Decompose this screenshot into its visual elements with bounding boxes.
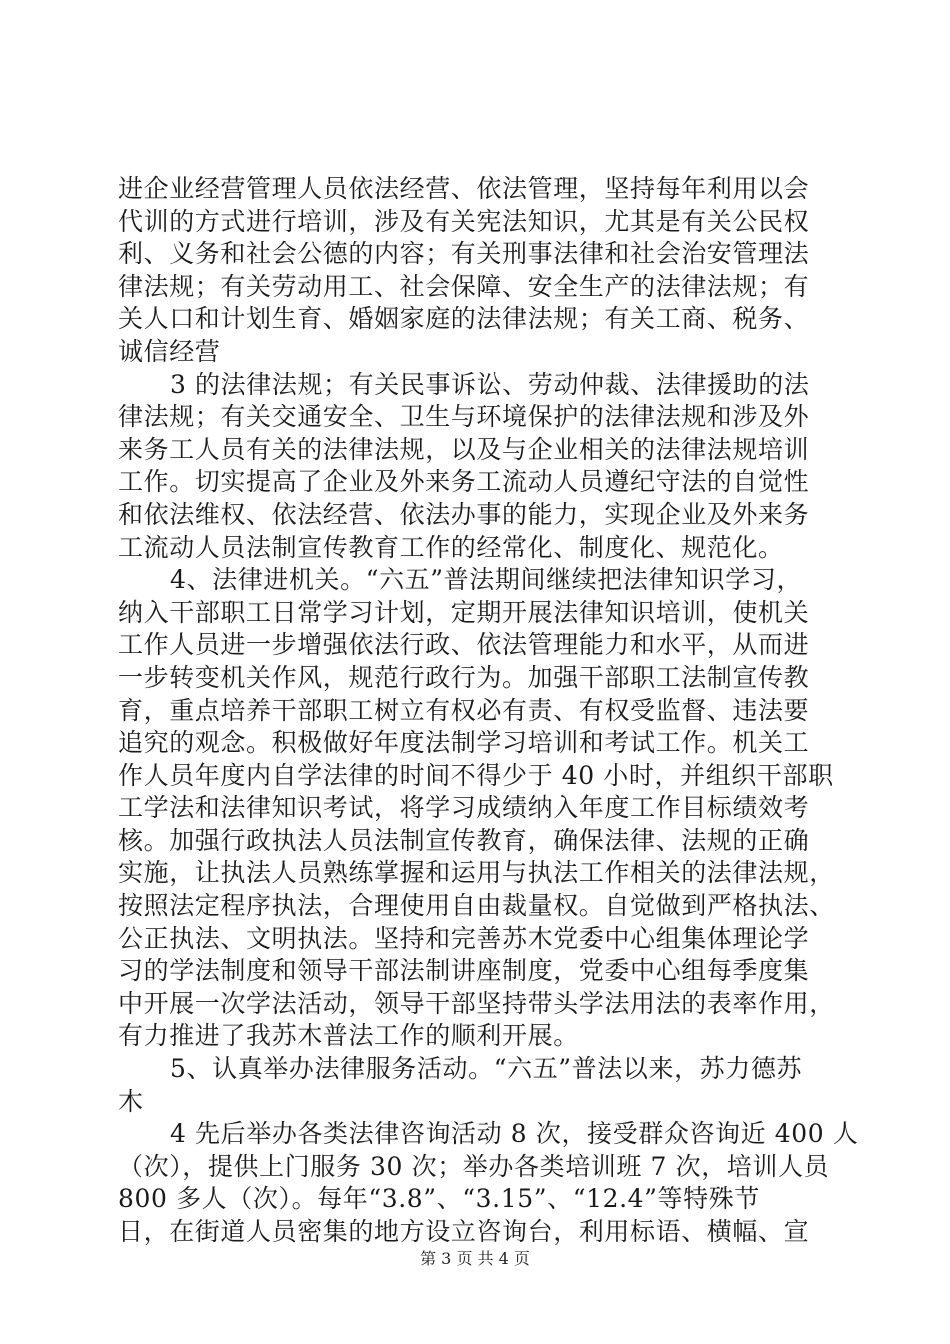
text-line: 4、法律进机关。“六五”普法期间继续把法律知识学习， xyxy=(170,565,803,595)
text-line: 4 先后举办各类法律咨询活动 8 次，接受群众咨询近 400 人 xyxy=(170,1119,859,1149)
text-line: （次），提供上门服务 30 次；举办各类培训班 7 次，培训人员 xyxy=(118,1151,830,1181)
text-line: 诚信经营 xyxy=(118,336,221,366)
page-footer xyxy=(0,1246,950,1269)
text-line: 3 的法律法规；有关民事诉讼、劳动仲裁、法律援助的法 xyxy=(170,369,810,399)
text-line: 律法规；有关劳动用工、社会保障、安全生产的法律法规；有 xyxy=(118,271,810,301)
text-line: 日，在街道人员密集的地方设立咨询台，利用标语、横幅、宣 xyxy=(118,1217,810,1246)
text-line: 公正执法、文明执法。坚持和完善苏木党委中心组集体理论学 xyxy=(118,923,810,953)
text-line: 中开展一次学法活动，领导干部坚持带头学法用法的表率作用， xyxy=(118,988,835,1018)
text-line: 工流动人员法制宣传教育工作的经常化、制度化、规范化。 xyxy=(118,532,784,562)
text-line: 纳入干部职工日常学习计划，定期开展法律知识培训，使机关 xyxy=(118,597,810,627)
text-line: 核。加强行政执法人员法制宣传教育，确保法律、法规的正确 xyxy=(118,825,810,855)
text-line: 木 xyxy=(118,1086,144,1116)
text-line: 关人口和计划生育、婚姻家庭的法律法规；有关工商、税务、 xyxy=(118,304,810,334)
document-body xyxy=(118,173,859,1249)
text-line: 代训的方式进行培训，涉及有关宪法知识，尤其是有关公民权 xyxy=(118,206,810,236)
text-line: 实施，让执法人员熟练掌握和运用与执法工作相关的法律法规， xyxy=(118,858,835,888)
text-line: 工作。切实提高了企业及外来务工流动人员遵纪守法的自觉性 xyxy=(118,467,810,497)
text-line: 律法规；有关交通安全、卫生与环境保护的法律法规和涉及外 xyxy=(118,402,810,432)
text-line: 利、义务和社会公德的内容；有关刑事法律和社会治安管理法 xyxy=(118,239,810,269)
text-line: 进企业经营管理人员依法经营、依法管理，坚持每年利用以会 xyxy=(118,174,810,203)
text-line: 作人员年度内自学法律的时间不得少于 40 小时，并组织干部职 xyxy=(118,760,834,790)
page-number-label: 第 3 页 共 4 页 xyxy=(420,1249,530,1268)
text-line: 按照法定程序执法，合理使用自由裁量权。自觉做到严格执法、 xyxy=(118,891,835,921)
text-line: 习的学法制度和领导干部法制讲座制度，党委中心组每季度集 xyxy=(118,956,810,986)
text-line: 800 多人（次）。每年“3.8”、“3.15”、“12.4”等特殊节 xyxy=(118,1184,760,1214)
text-line: 工学法和法律知识考试，将学习成绩纳入年度工作目标绩效考 xyxy=(118,793,810,823)
text-line: 工作人员进一步增强依法行政、依法管理能力和水平，从而进 xyxy=(118,630,810,660)
text-line: 追究的观念。积极做好年度法制学习培训和考试工作。机关工 xyxy=(118,728,810,758)
text-line: 5、认真举办法律服务活动。“六五”普法以来，苏力德苏 xyxy=(170,1054,803,1084)
text-line: 来务工人员有关的法律法规，以及与企业相关的法律法规培训 xyxy=(118,434,810,464)
text-line: 和依法维权、依法经营、依法办事的能力，实现企业及外来务 xyxy=(118,499,810,529)
text-line: 育，重点培养干部职工树立有权必有责、有权受监督、违法要 xyxy=(118,695,810,725)
text-line: 一步转变机关作风，规范行政行为。加强干部职工法制宣传教 xyxy=(118,662,810,692)
text-line: 有力推进了我苏木普法工作的顺利开展。 xyxy=(118,1021,579,1051)
